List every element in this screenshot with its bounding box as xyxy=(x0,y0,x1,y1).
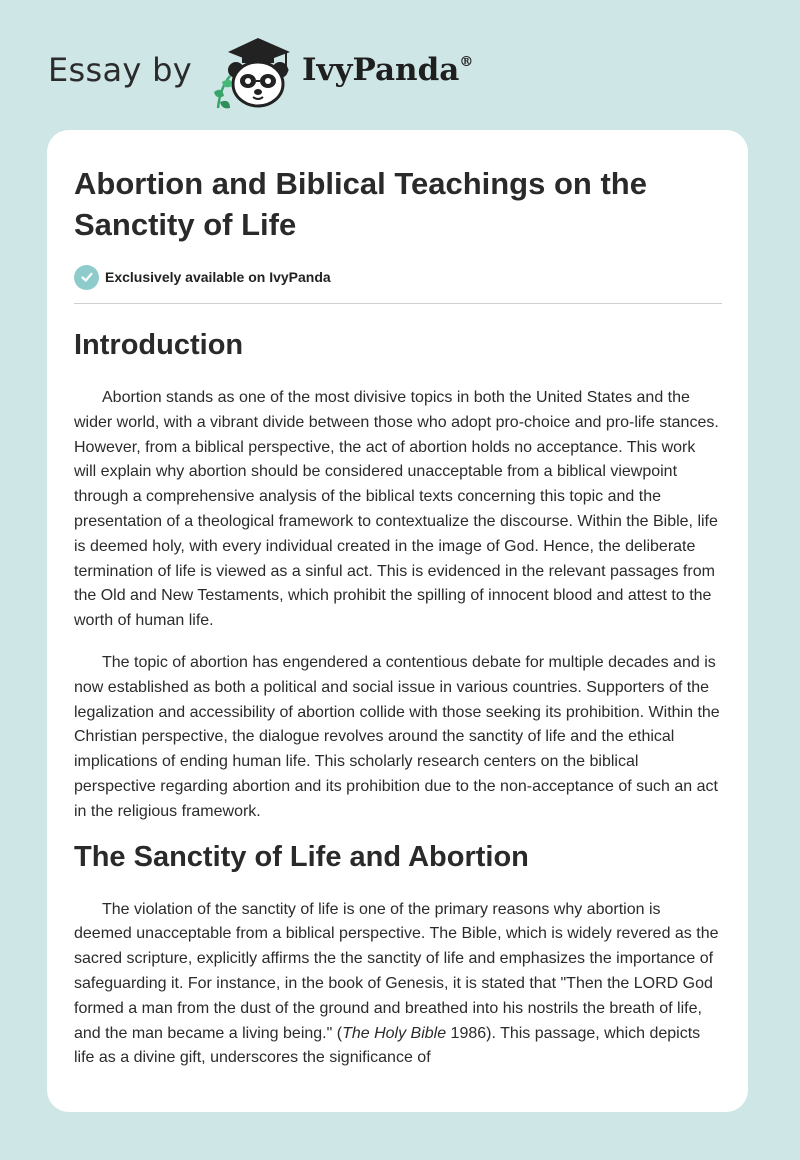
brand-text: IvyPanda xyxy=(301,52,460,88)
check-circle-icon xyxy=(74,265,99,290)
section-heading-introduction: Introduction xyxy=(74,329,244,361)
title-divider xyxy=(74,303,722,304)
exclusive-label: Exclusively available on IvyPanda xyxy=(105,269,331,285)
brand-name[interactable] xyxy=(302,52,473,88)
paragraph-text: The violation of the sanctity of life is one of the primary reasons why abortion is deemed unacceptable from a biblical perspective. The Bible, which is widely revered as the sacred scripture, explicitly affirms the the sanctity of life and emphasizes the importance of safeguarding it. For instance, in the book of Genesis, it is stated that "Then the LORD God formed a man from the dust of the ground and breathed into his nostrils the breath of life, and the man became a living being." ( xyxy=(74,900,719,1042)
paragraph-text-continued: 1986). This passage, which depicts life as a divine gift, underscores the significance of xyxy=(74,1024,701,1067)
citation-title: The Holy Bible xyxy=(342,1024,447,1042)
registered-mark: ® xyxy=(459,54,474,70)
article-card xyxy=(47,130,748,1112)
article-title: Abortion and Biblical Teachings on the Sanctity of Life xyxy=(74,166,647,242)
paragraph: The topic of abortion has engendered a contentious debate for multiple decades and is now established as both a political and social issue in various countries. Supporters of the legalization and accessibility of abortion collide with those seeking its prohibition. Within the Christian perspective, the dialogue revolves around the sanctity of life and the ethical implications of ending human life. This scholarly research centers on the biblical perspective regarding abortion and its prohibition due to the non-acceptance of such an act in the religious framework. xyxy=(74,653,720,820)
section-heading-sanctity: The Sanctity of Life and Abortion xyxy=(74,840,529,873)
paragraph: Abortion stands as one of the most divisive topics in both the United States and the wider world, with a vibrant divide between those who adopt pro-choice and pro-life stances. However, from a biblical perspective, the act of abortion holds no acceptance. This work will explain why abortion should be considered unacceptable from a biblical viewpoint through a comprehensive analysis of the biblical texts concerning this topic and the presentation of a theological framework to contextualize the discourse. Within the Bible, life is deemed holy, with every individual created in the image of God. Hence, the deliberate termination of life is viewed as a sinful act. This is evidenced in the relevant passages from the Old and New Testaments, which prohibit the spilling of innocent blood and attest to the worth of human life. xyxy=(74,389,719,630)
exclusive-badge xyxy=(74,264,722,290)
paragraph xyxy=(74,898,722,1072)
essay-by-label: Essay by xyxy=(48,51,192,89)
panda-graduate-icon[interactable] xyxy=(206,30,298,110)
site-header xyxy=(48,30,548,110)
